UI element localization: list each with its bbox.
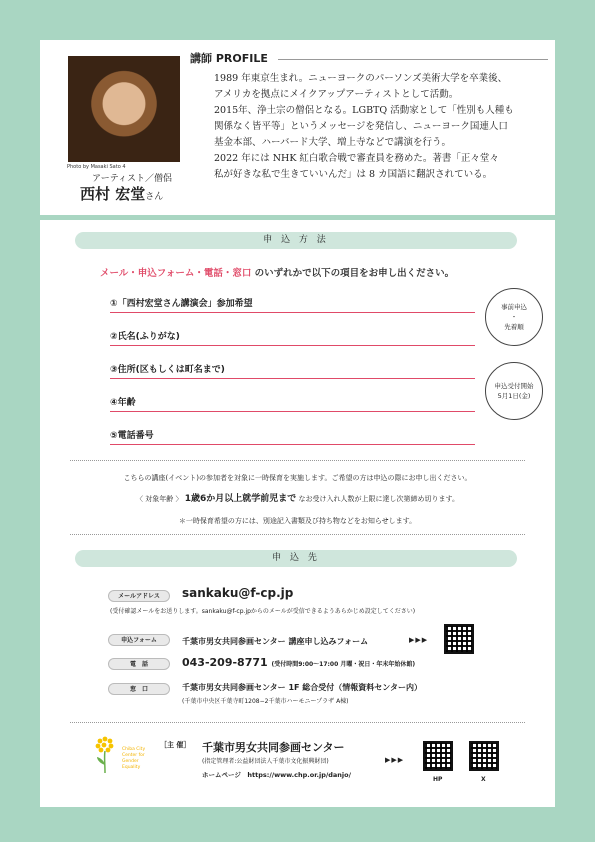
logo-text-line: Center for [122, 753, 145, 758]
required-item: ②氏名(ふりがな) [110, 329, 475, 346]
logo-text-line: Equality [122, 765, 141, 770]
phone-label: 電 話 [108, 658, 170, 670]
method-intro-rest: のいずれかで以下の項目をお申し出ください。 [251, 268, 455, 279]
form-label: 申込フォーム [108, 634, 170, 646]
profile-heading-rule [278, 59, 548, 60]
advance-booking-badge [485, 288, 543, 346]
bio-line: アメリカを拠点にメイクアップアーティストとして活動。 [214, 89, 459, 100]
artist-honorific: さん [145, 192, 164, 202]
window-address: (千葉市中央区千葉寺町1208−2千葉市ハーモニープラザ A棟) [182, 698, 349, 705]
artist-name-text: 西村 宏堂 [80, 185, 146, 203]
target-age: 1歳6か月以上就学前児まで [184, 494, 297, 504]
x-qr-code[interactable] [469, 741, 499, 771]
hp-qr-code[interactable] [423, 741, 453, 771]
organizer-name: 千葉市男女共同参画センター [202, 741, 345, 754]
photo-credit: Photo by Masaki Sato 4 [67, 164, 126, 170]
childcare-target [40, 491, 555, 504]
bio-line: 関係なく皆平等」というメッセージを発信し、ニューヨーク国連人口 [214, 121, 508, 132]
method-intro-highlight: メール・申込フォーム・電話・窓口 [100, 268, 252, 279]
center-logo-icon [92, 735, 118, 775]
phone-number [182, 656, 415, 669]
target-label: 〈 対象年齢 〉 [136, 495, 183, 503]
arrow-icon: ▶▶▶ [385, 756, 405, 764]
badge-line: 事前申込 [501, 303, 527, 311]
bio-line: 1989 年東京生まれ。ニューヨークのパーソンズ美術大学を卒業後、 [214, 73, 508, 84]
form-link[interactable]: 千葉市男女共同参画センター 講座申し込みフォーム [182, 637, 369, 646]
phone-number-text[interactable]: 043-209-8771 [182, 656, 268, 669]
method-intro [100, 265, 454, 279]
required-item: ④年齢 [110, 395, 475, 412]
logo-text-line: Chiba City [122, 747, 146, 752]
divider [70, 722, 525, 723]
required-item: ①「西村宏堂さん講演会」参加希望 [110, 296, 475, 313]
artist-name [80, 183, 163, 204]
form-qr-code[interactable] [444, 624, 474, 654]
email-note: (受付確認メールをお送りします。sankaku@f-cp.jpからのメールが受信できるようあらかじめ設定してください) [110, 608, 416, 615]
divider [70, 534, 525, 535]
required-item: ⑤電話番号 [110, 428, 475, 445]
artist-photo [68, 56, 180, 162]
badge-line: 先着順 [504, 323, 524, 331]
method-heading: 申 込 方 法 [75, 232, 517, 249]
window-location: 千葉市男女共同参画センター 1F 総合受付（情報資料センター内） [182, 683, 422, 692]
window-label: 窓 口 [108, 683, 170, 695]
profile-card [40, 40, 555, 215]
reception-start-badge [485, 362, 543, 420]
email-link[interactable]: sankaku@f-cp.jp [182, 586, 294, 600]
application-card [40, 220, 555, 807]
required-item: ③住所(区もしくは町名まで) [110, 362, 475, 379]
profile-heading: 講師 PROFILE [190, 52, 268, 65]
logo-text [122, 747, 145, 771]
website-link[interactable]: ホームページ https://www.chp.or.jp/danjo/ [202, 771, 351, 779]
profile-bio [214, 71, 549, 183]
organizer-tag: ［主 催］ [160, 741, 191, 749]
bio-line: 2015年、浄土宗の僧侶となる。LGBTQ 活動家として「性別も人種も [214, 105, 514, 116]
artist-title: アーティスト／僧侶 [92, 174, 173, 184]
badge-line: 申込受付開始 [494, 382, 534, 390]
email-label: メールアドレス [108, 590, 170, 602]
bio-line: 2022 年には NHK 紅白歌合戦で審査員を務めた。著書「正々堂々 [214, 153, 499, 164]
divider [70, 460, 525, 461]
bio-line: 私が好きな私で生きていいんだ」は 8 カ国語に翻訳されている。 [214, 169, 493, 180]
bio-line: 基金本部、ハーバード大学、増上寺などで講演を行う。 [214, 137, 452, 148]
contact-heading: 申 込 先 [75, 550, 517, 567]
hp-qr-label: HP [433, 776, 443, 783]
logo-text-line: Gender [122, 759, 139, 764]
arrow-icon: ▶▶▶ [409, 636, 429, 644]
target-note: なお受け入れ人数が上限に達し次第締め切ります。 [298, 495, 459, 503]
childcare-note: ＊一時保育希望の方には、別途記入書類及び持ち物などをお知らせします。 [178, 517, 417, 525]
x-qr-label: X [481, 776, 486, 783]
badge-line: 5月1日(金) [497, 392, 531, 400]
organizer-manager: (指定管理者:公益財団法人千葉市文化振興財団) [202, 758, 329, 765]
childcare-line: こちらの講座(イベント)の参加者を対象に一時保育を実施します。ご希望の方は申込の際にお申し出ください。 [123, 474, 472, 482]
badge-line: ・ [510, 313, 518, 321]
phone-hours: (受付時間9:00～17:00 月曜・祝日・年末年始休館) [271, 661, 416, 668]
